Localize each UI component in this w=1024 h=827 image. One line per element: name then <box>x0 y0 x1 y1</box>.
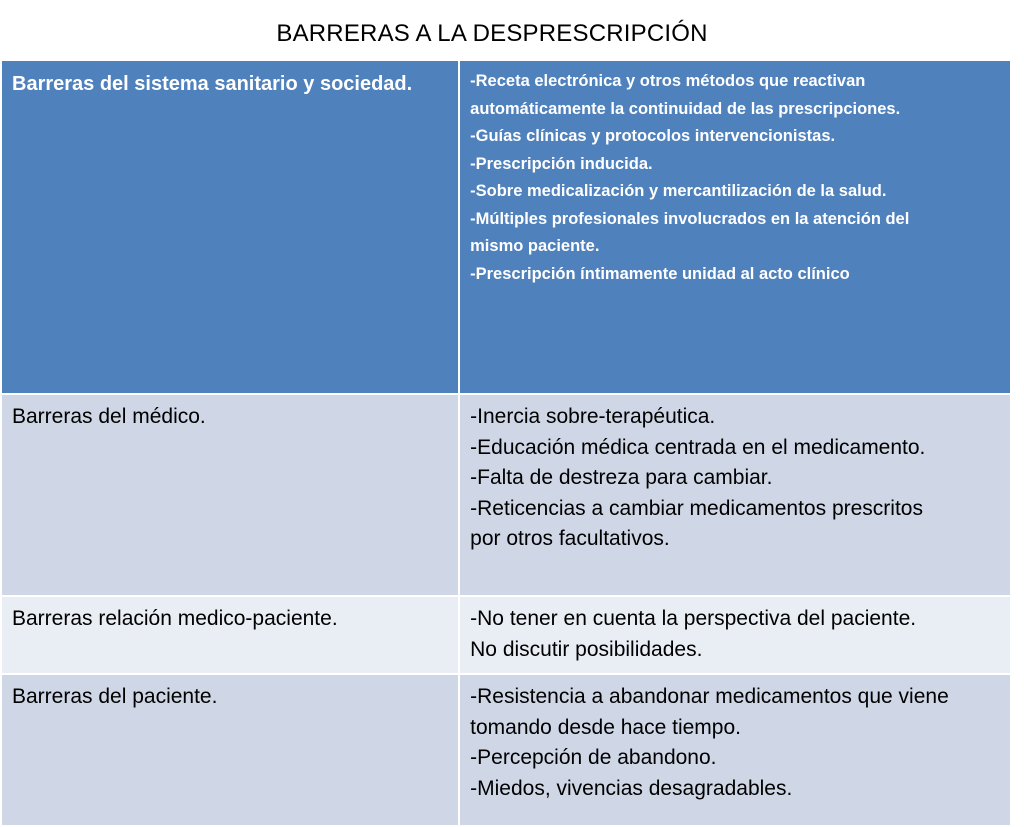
description-line: -No tener en cuenta la perspectiva del paciente. <box>470 607 917 630</box>
description-line: -Guías clínicas y protocolos intervencionistas. <box>470 127 836 145</box>
description-line: -Inercia sobre-terapéutica. <box>470 405 716 428</box>
description-line: -Sobre medicalización y mercantilización de la salud. <box>470 182 887 200</box>
description-cell <box>459 60 1011 394</box>
description-line: -Percepción de abandono. <box>470 746 717 769</box>
description-cell <box>459 394 1011 596</box>
description-line: -Miedos, vivencias desagradables. <box>470 776 793 800</box>
table-row-paciente <box>1 674 1011 826</box>
description-line: mismo paciente. <box>470 237 600 255</box>
description-line: por otros facultativos. <box>470 527 670 550</box>
category-cell <box>1 60 459 394</box>
slide-title: BARRERAS A LA DESPRESCRIPCIÓN <box>276 20 708 47</box>
table-row-medico <box>1 394 1011 596</box>
description-line: -Prescripción íntimamente unidad al acto clínico <box>470 264 850 283</box>
description-line: -Reticencias a cambiar medicamentos prescritos <box>470 496 923 520</box>
description-cell <box>459 596 1011 674</box>
category-cell <box>1 674 459 826</box>
category-label: Barreras del médico. <box>12 405 206 428</box>
description-line: -Educación médica centrada en el medicamento. <box>470 435 926 459</box>
description-line: No discutir posibilidades. <box>470 637 703 661</box>
description-line: -Resistencia a abandonar medicamentos que viene <box>470 685 949 708</box>
barriers-table <box>0 59 1012 827</box>
category-label: Barreras del paciente. <box>12 685 218 708</box>
table-row-sistema-sanitario <box>1 60 1011 394</box>
description-line: -Prescripción inducida. <box>470 154 653 173</box>
description-line: tomando desde hace tiempo. <box>470 715 741 739</box>
description-line: -Receta electrónica y otros métodos que reactivan <box>470 72 866 90</box>
category-cell <box>1 596 459 674</box>
description-line: -Falta de destreza para cambiar. <box>470 466 773 489</box>
table-row-relacion-medico-paciente <box>1 596 1011 674</box>
description-line: -Múltiples profesionales involucrados en la atención del <box>470 209 910 228</box>
category-cell <box>1 394 459 596</box>
category-label: Barreras del sistema sanitario y sociedad. <box>12 73 413 95</box>
description-cell <box>459 674 1011 826</box>
description-line: automáticamente la continuidad de las prescripciones. <box>470 99 901 118</box>
category-label: Barreras relación medico-paciente. <box>12 607 338 630</box>
